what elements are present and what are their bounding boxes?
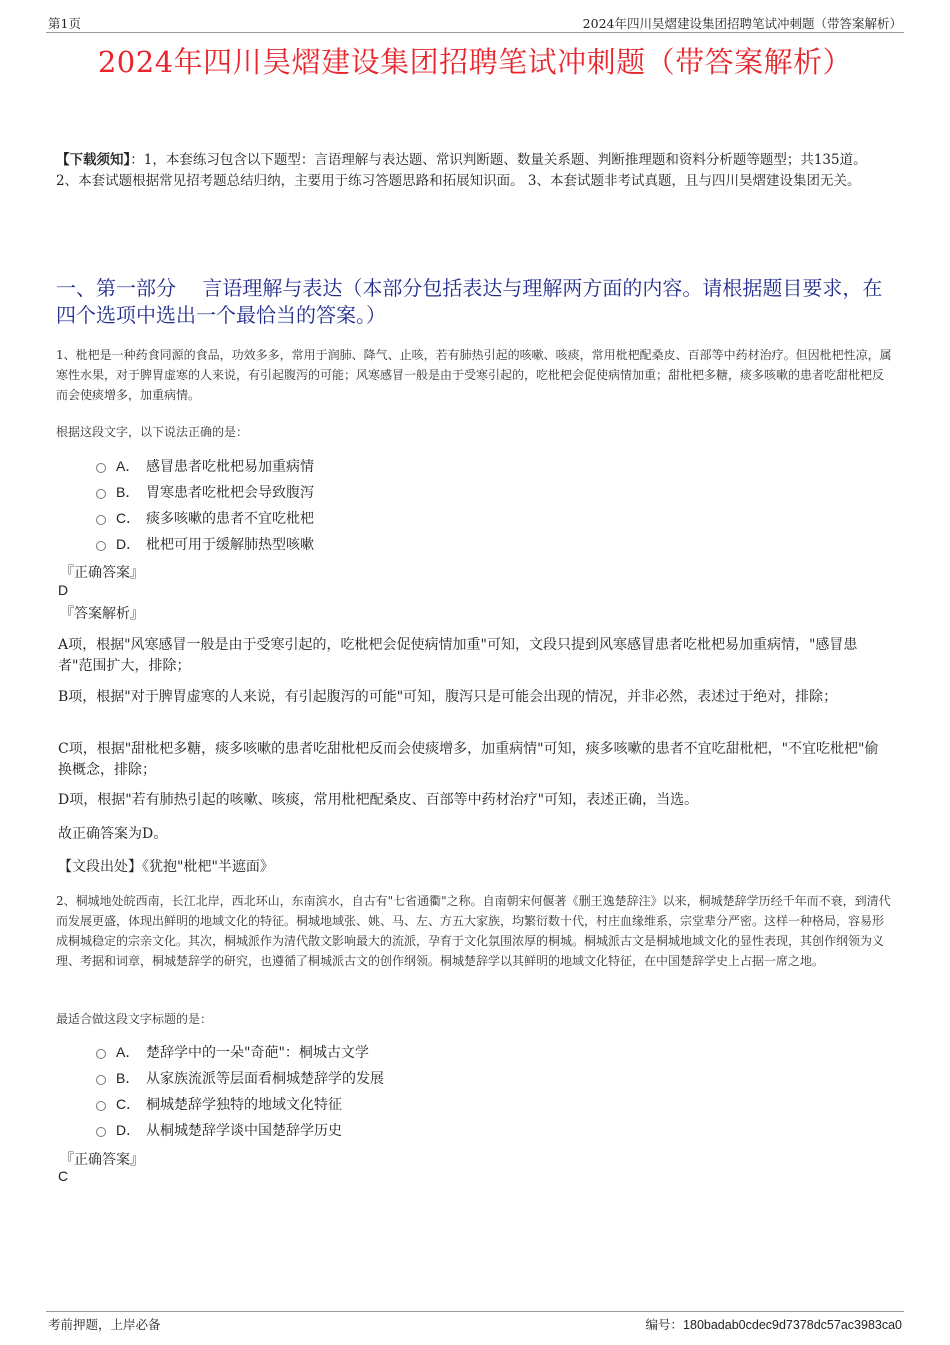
question-2-answer: C xyxy=(58,1168,69,1184)
question-1-answer-label: 『正确答案』 xyxy=(60,565,144,581)
question-1-option-a[interactable]: A． 感冒患者吃枇杷易加重病情 xyxy=(96,453,314,479)
question-1-options xyxy=(96,453,314,557)
analysis-paragraph: B项，根据"对于脾胃虚寒的人来说，有引起腹泻的可能"可知，腹泻只是可能会出现的情况，并非必然，表述过于绝对，排除； xyxy=(58,689,838,705)
footer-code xyxy=(646,1315,902,1333)
analysis-paragraph: A项，根据"风寒感冒一般是由于受寒引起的，吃枇杷会促使病情加重"可知，文段只提到风寒感冒患者吃枇杷易加重病情，"感冒患者"范围扩大，排除； xyxy=(58,637,858,674)
code-label: 编号： xyxy=(645,1317,684,1332)
analysis-paragraph: D项，根据"若有肺热引起的咳嗽、咳痰，常用枇杷配桑皮、百部等中药材治疗"可知，表述正确，当选。 xyxy=(58,792,699,808)
page-footer xyxy=(46,1311,904,1334)
section-heading: 一、第一部分 言语理解与表达（本部分包括表达与理解两方面的内容。请根据题目要求，在四个选项中选出一个最恰当的答案。） xyxy=(56,276,883,327)
question-2-answer-label: 『正确答案』 xyxy=(60,1152,144,1168)
question-1-answer: D xyxy=(58,582,69,598)
question-2-option-d[interactable]: D． 从桐城楚辞学谈中国楚辞学历史 xyxy=(96,1117,384,1143)
question-1-option-c[interactable]: C． 痰多咳嗽的患者不宜吃枇杷 xyxy=(96,505,314,531)
radio-icon[interactable] xyxy=(96,489,106,499)
question-2-option-c[interactable]: C． 桐城楚辞学独特的地域文化特征 xyxy=(96,1091,384,1117)
download-notice xyxy=(56,150,886,192)
radio-icon[interactable] xyxy=(96,1101,106,1111)
question-2-option-a[interactable]: A． 楚辞学中的一朵"奇葩"：桐城古文学 xyxy=(96,1039,384,1065)
footer-slogan: 考前押题，上岸必备 xyxy=(48,1317,161,1332)
question-2-options xyxy=(96,1039,384,1143)
question-1-source: 【文段出处】《犹抱"枇杷"半遮面》 xyxy=(58,859,274,875)
notice-text: ：1，本套练习包含以下题型：言语理解与表达题、常识判断题、数量关系题、判断推理题和资料分析题等题型；共135道。 2、本套试题根据常见招考题总结归纳，主要用于练习答题思路和拓展知识面。 3、本套试题非考试真题，且与四川昊熠建设集团无关。 xyxy=(56,152,867,189)
radio-icon[interactable] xyxy=(96,463,106,473)
radio-icon[interactable] xyxy=(96,515,106,525)
radio-icon[interactable] xyxy=(96,1075,106,1085)
question-1-option-d[interactable]: D． 枇杷可用于缓解肺热型咳嗽 xyxy=(96,531,314,557)
header-doc-title: 2024年四川昊熠建设集团招聘笔试冲刺题（带答案解析） xyxy=(582,16,902,31)
notice-label: 【下载须知】 xyxy=(56,152,131,168)
page-header xyxy=(46,12,904,33)
question-1-analysis-label: 『答案解析』 xyxy=(60,606,144,622)
radio-icon[interactable] xyxy=(96,541,106,551)
radio-icon[interactable] xyxy=(96,1049,106,1059)
question-2-option-b[interactable]: B． 从家族流派等层面看桐城楚辞学的发展 xyxy=(96,1065,384,1091)
analysis-conclusion: 故正确答案为D。 xyxy=(58,826,168,842)
document-title: 2024年四川昊熠建设集团招聘笔试冲刺题（带答案解析） xyxy=(97,45,853,79)
question-1-option-b[interactable]: B． 胃寒患者吃枇杷会导致腹泻 xyxy=(96,479,314,505)
page-number: 第1页 xyxy=(48,16,81,31)
question-1-stem: 1、枇杷是一种药食同源的食品，功效多多，常用于润肺、降气、止咳，若有肺热引起的咳嗽、咳痰，常用枇杷配桑皮、百部等中药材治疗。但因枇杷性凉，属寒性水果，对于脾胃虚寒的人来说，有引起腹泻的可能；风寒感冒一般是由于受寒引起的，吃枇杷会促使病情加重；甜枇杷多糖，痰多咳嗽的患者吃甜枇杷反而会使痰增多，加重病情。 xyxy=(56,348,892,402)
question-2-prompt: 最适合做这段文字标题的是： xyxy=(56,1012,213,1026)
radio-icon[interactable] xyxy=(96,1127,106,1137)
code-value: 180badab0cdec9d7378dc57ac3983ca0 xyxy=(683,1318,902,1332)
question-2-stem: 2、桐城地处皖西南，长江北岸，西北环山，东南滨水，自古有"七省通衢"之称。自南朝宋何偃著《删王逸楚辞注》以来，桐城楚辞学历经千年而不衰，到清代而发展更盛，体现出鲜明的地域文化的特征。桐城地域张、姚、马、左、方五大家族，均繁衍数十代，村庄血缘维系，宗堂辈分严密。这样一种格局，容易形成桐城稳定的宗亲文化。其次，桐城派作为清代散文影响最大的流派，孕育于文化氛围浓厚的桐城。桐城派古文是桐城地域文化的显性表现，其创作纲领为义理、考据和词章，桐城楚辞学的研究，也遵循了桐城派古文的创作纲领。桐城楚辞学以其鲜明的地域文化特征，在中国楚辞学史上占据一席之地。 xyxy=(56,894,891,968)
question-1-prompt: 根据这段文字，以下说法正确的是： xyxy=(56,425,249,439)
analysis-paragraph: C项，根据"甜枇杷多糖，痰多咳嗽的患者吃甜枇杷反而会使痰增多，加重病情"可知，痰多咳嗽的患者不宜吃甜枇杷，"不宜吃枇杷"偷换概念，排除； xyxy=(58,741,879,778)
